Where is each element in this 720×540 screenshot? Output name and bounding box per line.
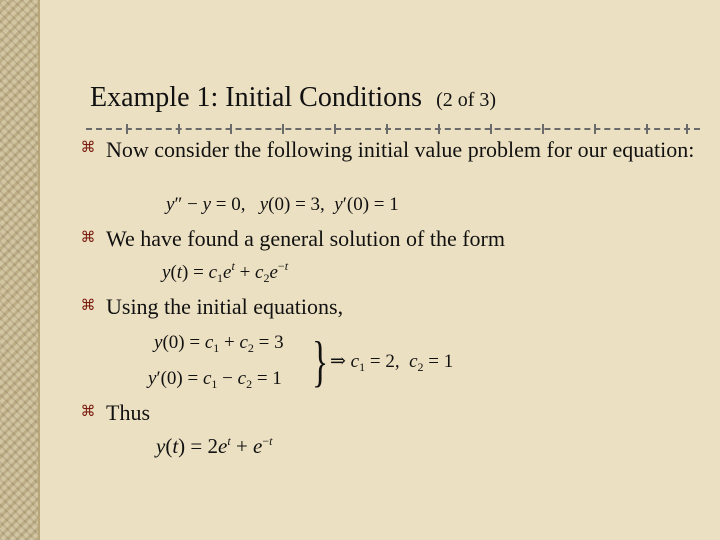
- decorative-left-strip: [0, 0, 40, 540]
- divider-tick: [686, 124, 688, 134]
- bullet-icon: ⌘: [80, 230, 96, 246]
- slide-title-text: Example 1: Initial Conditions: [90, 82, 423, 113]
- equation-constants: ⇒ $c_1 = 2$, $c_2 = 1$: [330, 351, 454, 374]
- slide-part-label: (2 of 3): [436, 89, 497, 111]
- bullet-icon: ⌘: [80, 298, 96, 314]
- bullet-text-2: We have found a general solution of the form: [106, 226, 505, 251]
- divider-tick: [542, 124, 544, 134]
- system-brace: }: [312, 331, 329, 393]
- slide-title: [90, 82, 496, 114]
- equation-final-solution: $y(t) = 2e^t + e^{-t}$: [156, 434, 273, 458]
- divider-tick: [126, 124, 128, 134]
- divider-tick: [334, 124, 336, 134]
- title-divider: [86, 128, 700, 130]
- divider-tick: [386, 124, 388, 134]
- divider-tick: [594, 124, 596, 134]
- bullet-icon: ⌘: [80, 404, 96, 420]
- divider-tick: [282, 124, 284, 134]
- equation-general-solution: $y(t) = c_1e^t + c_2e^{-t}$: [162, 259, 289, 285]
- divider-tick: [230, 124, 232, 134]
- bullet-text-1: Now consider the following initial value problem for our equation:: [106, 137, 695, 162]
- divider-tick: [646, 124, 648, 134]
- divider-tick: [490, 124, 492, 134]
- equation-system-1: $y(0) = c_1 + c_2 = 3$: [154, 332, 284, 355]
- bullet-text-3: Using the initial equations,: [106, 294, 344, 319]
- divider-tick: [438, 124, 440, 134]
- bullet-text-4: Thus: [106, 400, 150, 425]
- divider-tick: [178, 124, 180, 134]
- bullet-icon: ⌘: [80, 140, 96, 156]
- equation-ivp: y″ − y = 0, y(0) = 3, y′(0) = 1: [166, 194, 399, 215]
- equation-system-2: $y'(0) = c_1 - c_2 = 1$: [148, 368, 282, 391]
